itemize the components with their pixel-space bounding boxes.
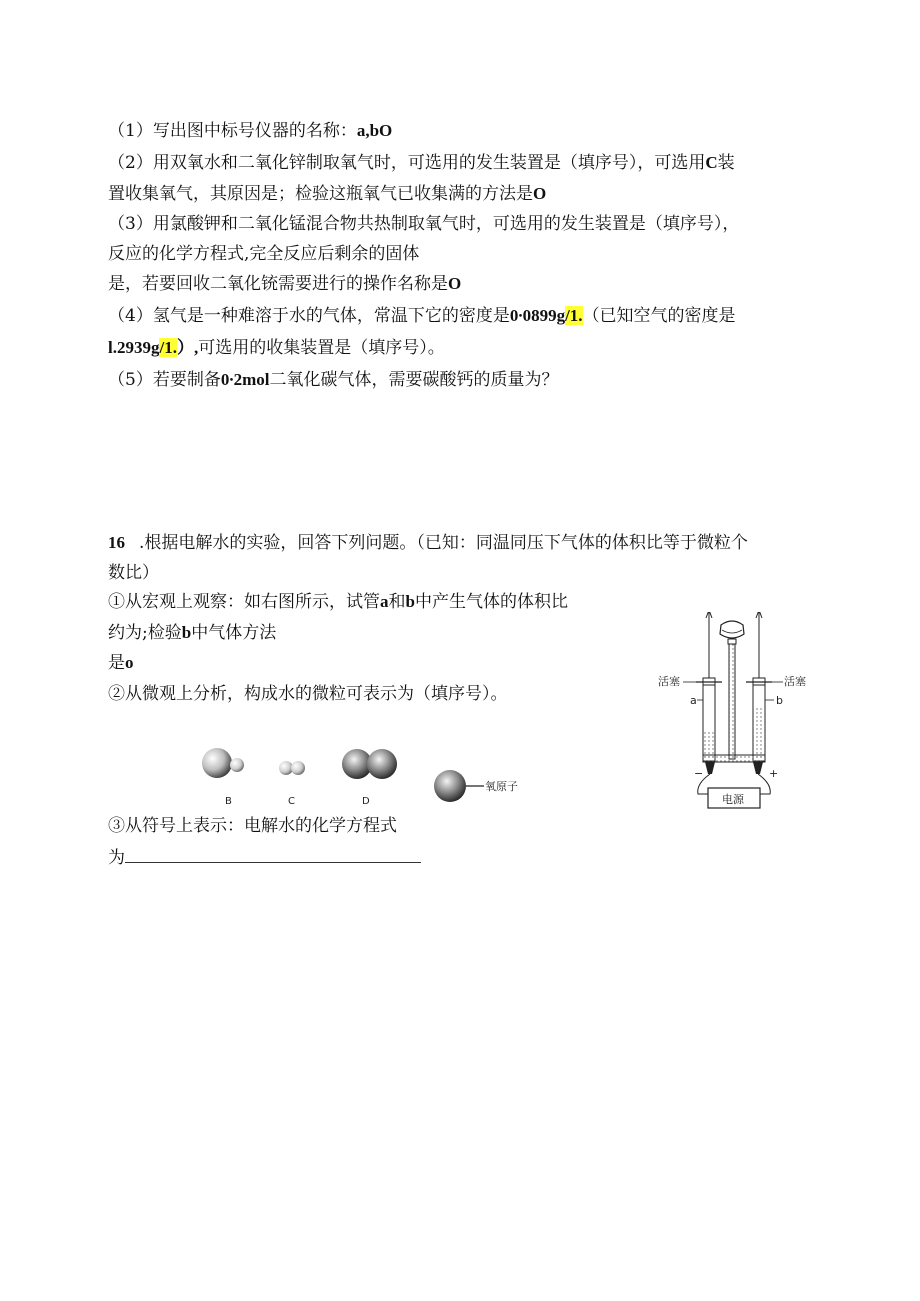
q15-part2-line2: 置收集氧气，其原因是；检验这瓶氧气已收集满的方法是O	[108, 184, 547, 204]
q15-part4-line1: （4）氢气是一种难溶于水的气体，常温下它的密度是0∙0899g/1.（已知空气的密度是	[108, 306, 736, 326]
molecule-d-label: D	[362, 796, 370, 807]
positive-terminal-label: +	[769, 767, 779, 780]
q15-part3-line3: 是，若要回收二氧化铳需要进行的操作名称是O	[108, 274, 462, 294]
q16-sub1-line3: 是o	[108, 653, 134, 673]
molecule-b-label: B	[225, 796, 232, 807]
molecule-models	[196, 742, 526, 808]
negative-terminal-label: −	[694, 767, 704, 780]
answer-blank	[125, 848, 421, 863]
power-supply-label: 电源	[722, 793, 744, 806]
q15-part5: （5）若要制备0∙2mol二氧化碳气体，需要碳酸钙的质量为？	[108, 370, 559, 390]
tube-a-label: a	[690, 694, 697, 707]
stopcock-right-label: 活塞	[784, 675, 806, 688]
q16-sub3-line2: 为	[108, 847, 421, 869]
tube-b-label: b	[776, 694, 783, 707]
q16-sub1-line2: 约为;检验b中气体方法	[108, 623, 277, 643]
oxygen-atom-legend	[434, 770, 518, 802]
q15-part3-line2: 反应的化学方程式,完全反应后剩余的固体	[108, 244, 420, 264]
q15-part2-line1: （2）用双氧水和二氧化锌制取氧气时，可选用的发生装置是（填序号），可选用C装	[108, 153, 735, 173]
stopcock-left-label: 活塞	[658, 675, 680, 688]
q15-part4-line2: l.2939g/1.）,可选用的收集装置是（填序号）。	[108, 338, 445, 358]
q16-sub2: ②从微观上分析，构成水的微粒可表示为（填序号）。	[108, 684, 508, 704]
q15-part3-line1: （3）用氯酸钾和二氧化锰混合物共热制取氧气时，可选用的发生装置是（填序号），	[108, 214, 740, 234]
q16-title-cont: 数比）	[108, 563, 159, 583]
molecule-d	[342, 749, 397, 807]
q16-title: 16 .根据电解水的实验，回答下列问题。（已知：同温同压下气体的体积比等于微粒个	[108, 533, 748, 553]
molecule-c	[279, 761, 305, 807]
molecule-b	[202, 748, 244, 807]
q15-part1: （1）写出图中标号仪器的名称：a,bO	[108, 121, 393, 141]
q16-sub3-line1: ③从符号上表示：电解水的化学方程式	[108, 816, 397, 836]
q16-sub1-line1: ①从宏观上观察：如右图所示，试管a和b中产生气体的体积比	[108, 592, 568, 612]
molecule-c-label: C	[288, 796, 295, 807]
electrolysis-apparatus	[648, 612, 818, 817]
oxygen-atom-label: 氧原子	[485, 780, 518, 793]
